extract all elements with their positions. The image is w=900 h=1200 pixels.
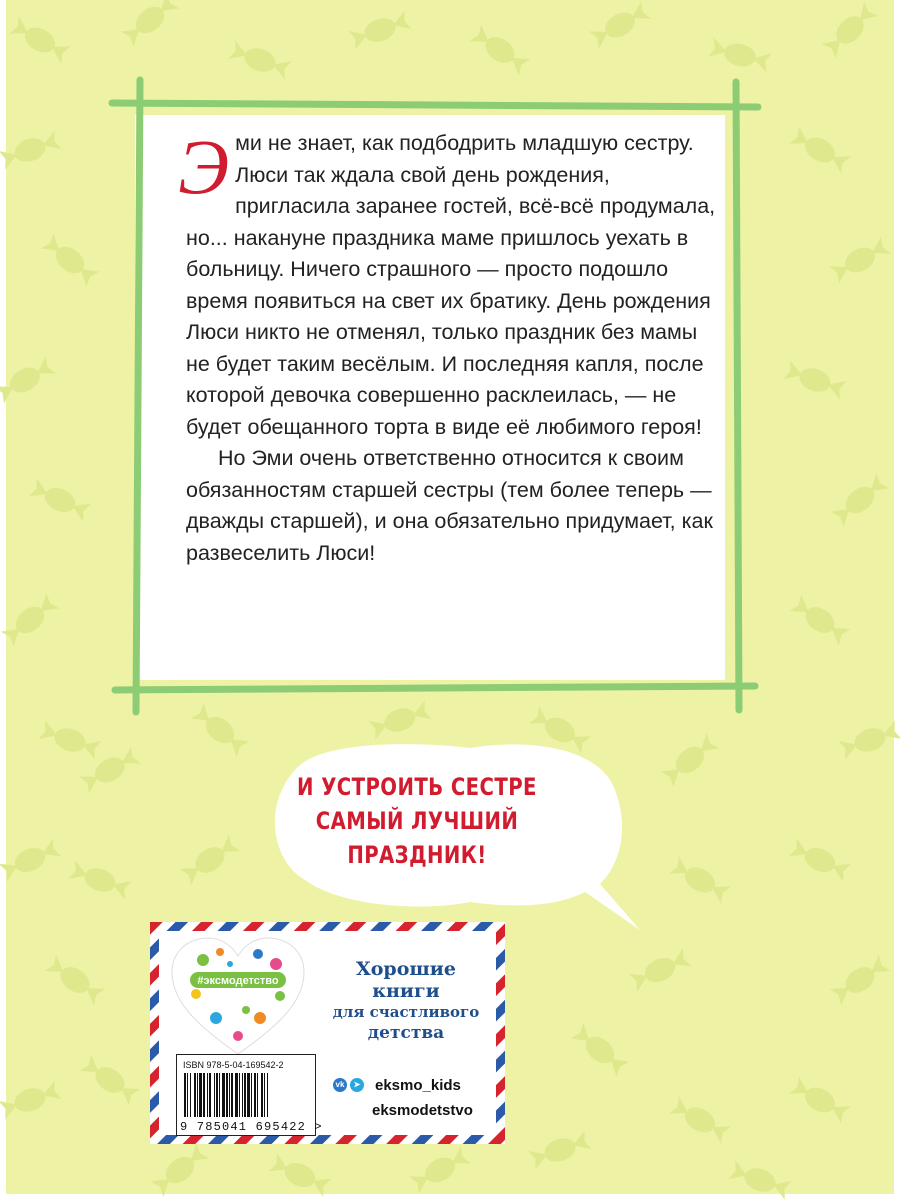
bubble-line-1: И УСТРОИТЬ СЕСТРЕ bbox=[297, 773, 537, 801]
vk-icon[interactable]: vk bbox=[333, 1078, 347, 1092]
blurb-paragraph-1: ми не знает, как подбодрить младшую сестру. Люси так ждала свой день рождения, пригласила заранее гостей, всё-всё продумала, но... накануне праздника маме пришлось уехать в больницу. Ничего страшного — просто подошло время появиться на свет их братику. День рождения Люси никто не отменял, только праздник без мамы не будет таким весёлым. И последняя капля, после которой девочка совершенно расклеилась, — не будет обещанного торта в виде её любимого героя! bbox=[186, 131, 716, 439]
tagline-line-2: книги bbox=[372, 980, 440, 1002]
tagline-line-1: Хорошие bbox=[356, 958, 456, 980]
website-handle[interactable]: eksmodetstvo bbox=[372, 1102, 473, 1119]
bubble-line-2: САМЫЙ ЛУЧШИЙ bbox=[315, 807, 519, 835]
tagline-line-4: детства bbox=[367, 1023, 445, 1043]
barcode bbox=[180, 1073, 308, 1119]
dropcap-letter: Э bbox=[178, 123, 230, 210]
social-handle[interactable]: eksmo_kids bbox=[375, 1076, 461, 1094]
speech-bubble-text bbox=[290, 770, 544, 872]
barcode-number: 9 785041 695422 > bbox=[180, 1120, 323, 1134]
isbn-label: ISBN 978-5-04-169542-2 bbox=[183, 1060, 284, 1070]
heart-hashtag: #эксмодетство bbox=[197, 975, 279, 987]
publisher-tagline bbox=[320, 958, 492, 1044]
telegram-icon[interactable]: ➤ bbox=[350, 1078, 364, 1092]
blurb-paragraph-2: Но Эми очень ответственно относится к своим обязанностям старшей сестры (тем более теперь — дважды старшей), и она обязательно придумает, как развеселить Люси! bbox=[186, 446, 713, 565]
bubble-line-3: ПРАЗДНИК! bbox=[347, 841, 487, 869]
social-row bbox=[333, 1074, 461, 1096]
tagline-line-3: для счастливого bbox=[332, 1003, 480, 1021]
eksmo-heart-logo bbox=[168, 936, 308, 1058]
